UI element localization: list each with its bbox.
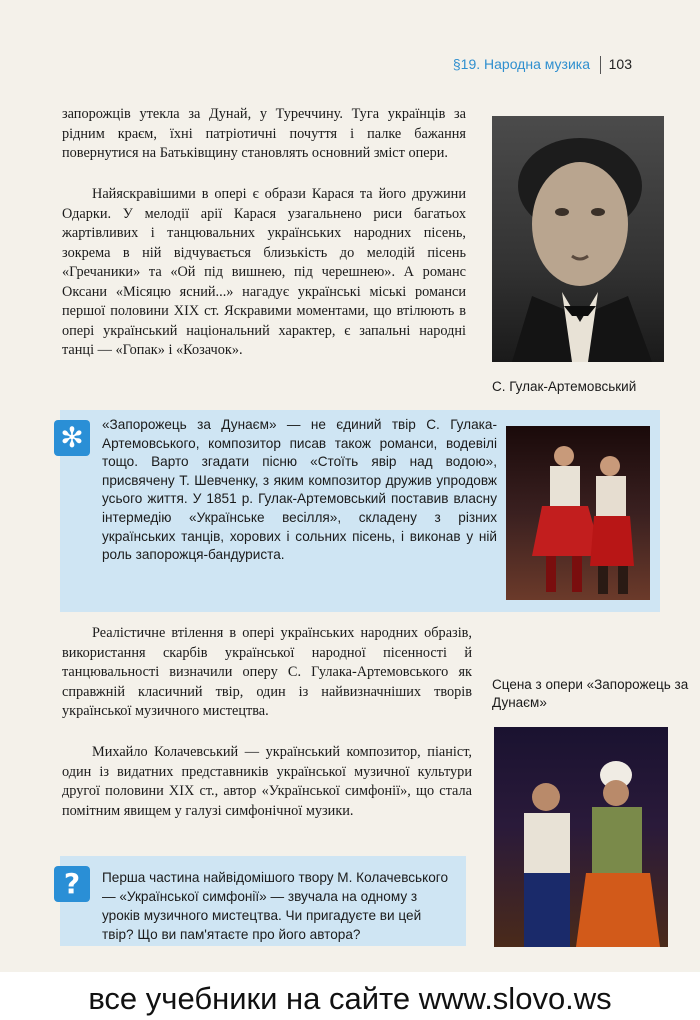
portrait-illustration [492,116,664,362]
site-footer: все учебники на сайте www.slovo.ws [88,981,612,1016]
question-box [60,856,466,946]
dance-scene-illustration [506,426,650,600]
section-title: §19. Народна музика [452,56,590,72]
info-box-text: «Запорожець за Дунаєм» — не єдиний твір С. Гулака-Артемовського, композитор писав також романси, водевілі тощо. Варто згадати пісню «Стоїть явір над водою», присвячену Т. Шевченку, з яким композитор дружив упродовж усього життя. У 1851 р. Гулак-Артемовський поставив власну інтермедію «Українське весілля», складену з різних українських танців, хорових і сольних пісень, і виконав у ній роль запорожця-бандуриста. [102,417,497,563]
paragraph-1: запорожців утекла за Дунай, у Туреччину. Туга українців за рідним краєм, їхні патріотичні почуття і палке бажання повернутися на Батьківщину становлять основний зміст опери. [62,106,466,161]
dance-scene-photo [506,426,650,600]
opera-scene-illustration [494,727,668,947]
page-header [440,56,660,76]
portrait-caption: С. Гулак-Артемовський [492,379,637,394]
paragraph-3: Реалістичне втілення в опері українських народних образів, використання скарбів української народної пісенності й танцювальності визначили оперу С. Гулака-Артемовського як справжній класичний твір, один із найвизначніших творів української музичного мистецтва. [62,625,472,719]
paragraph-2: Найяскравішими в опері є образи Карася та його дружини Одарки. У мелодії арії Карася узагальнено риси багатьох жартівливих і танцювальних українських народних пісень, зокрема в ній відчувається близькість до мелодій пісень «Гречаники» та «Ой під вишнею, під черешнею». А романс Оксани «Місяцю ясний...» нагадує українські міські романси першої половини XIX ст. Яскравими моментами, що втілюють в опері український національний характер, є запальні народні танці — «Гопак» і «Козачок». [62,186,466,358]
opera-scene-photo [494,727,668,947]
portrait-photo [492,116,664,362]
scene-caption: Сцена з опери «Запорожець за Дунаєм» [492,677,689,710]
snowflake-icon: ✻ [54,420,90,456]
question-text: Перша частина найвідомішого твору М. Колачевського — «Української симфонії» — звучала на одному з уроків музичного мистецтва. Чи пригадуєте ви цей твір? Що ви пам'ятаєте про його автора? [102,870,449,942]
header-divider [600,56,601,74]
page-number: 103 [608,56,632,72]
paragraph-4: Михайло Колачевський — український композитор, піаніст, один із видатних представників української музичної культури другої половини XIX ст., автор «Української симфонії», що стала помітним явищем у галузі симфонічної музики. [62,744,472,819]
question-icon: ? [54,866,90,902]
